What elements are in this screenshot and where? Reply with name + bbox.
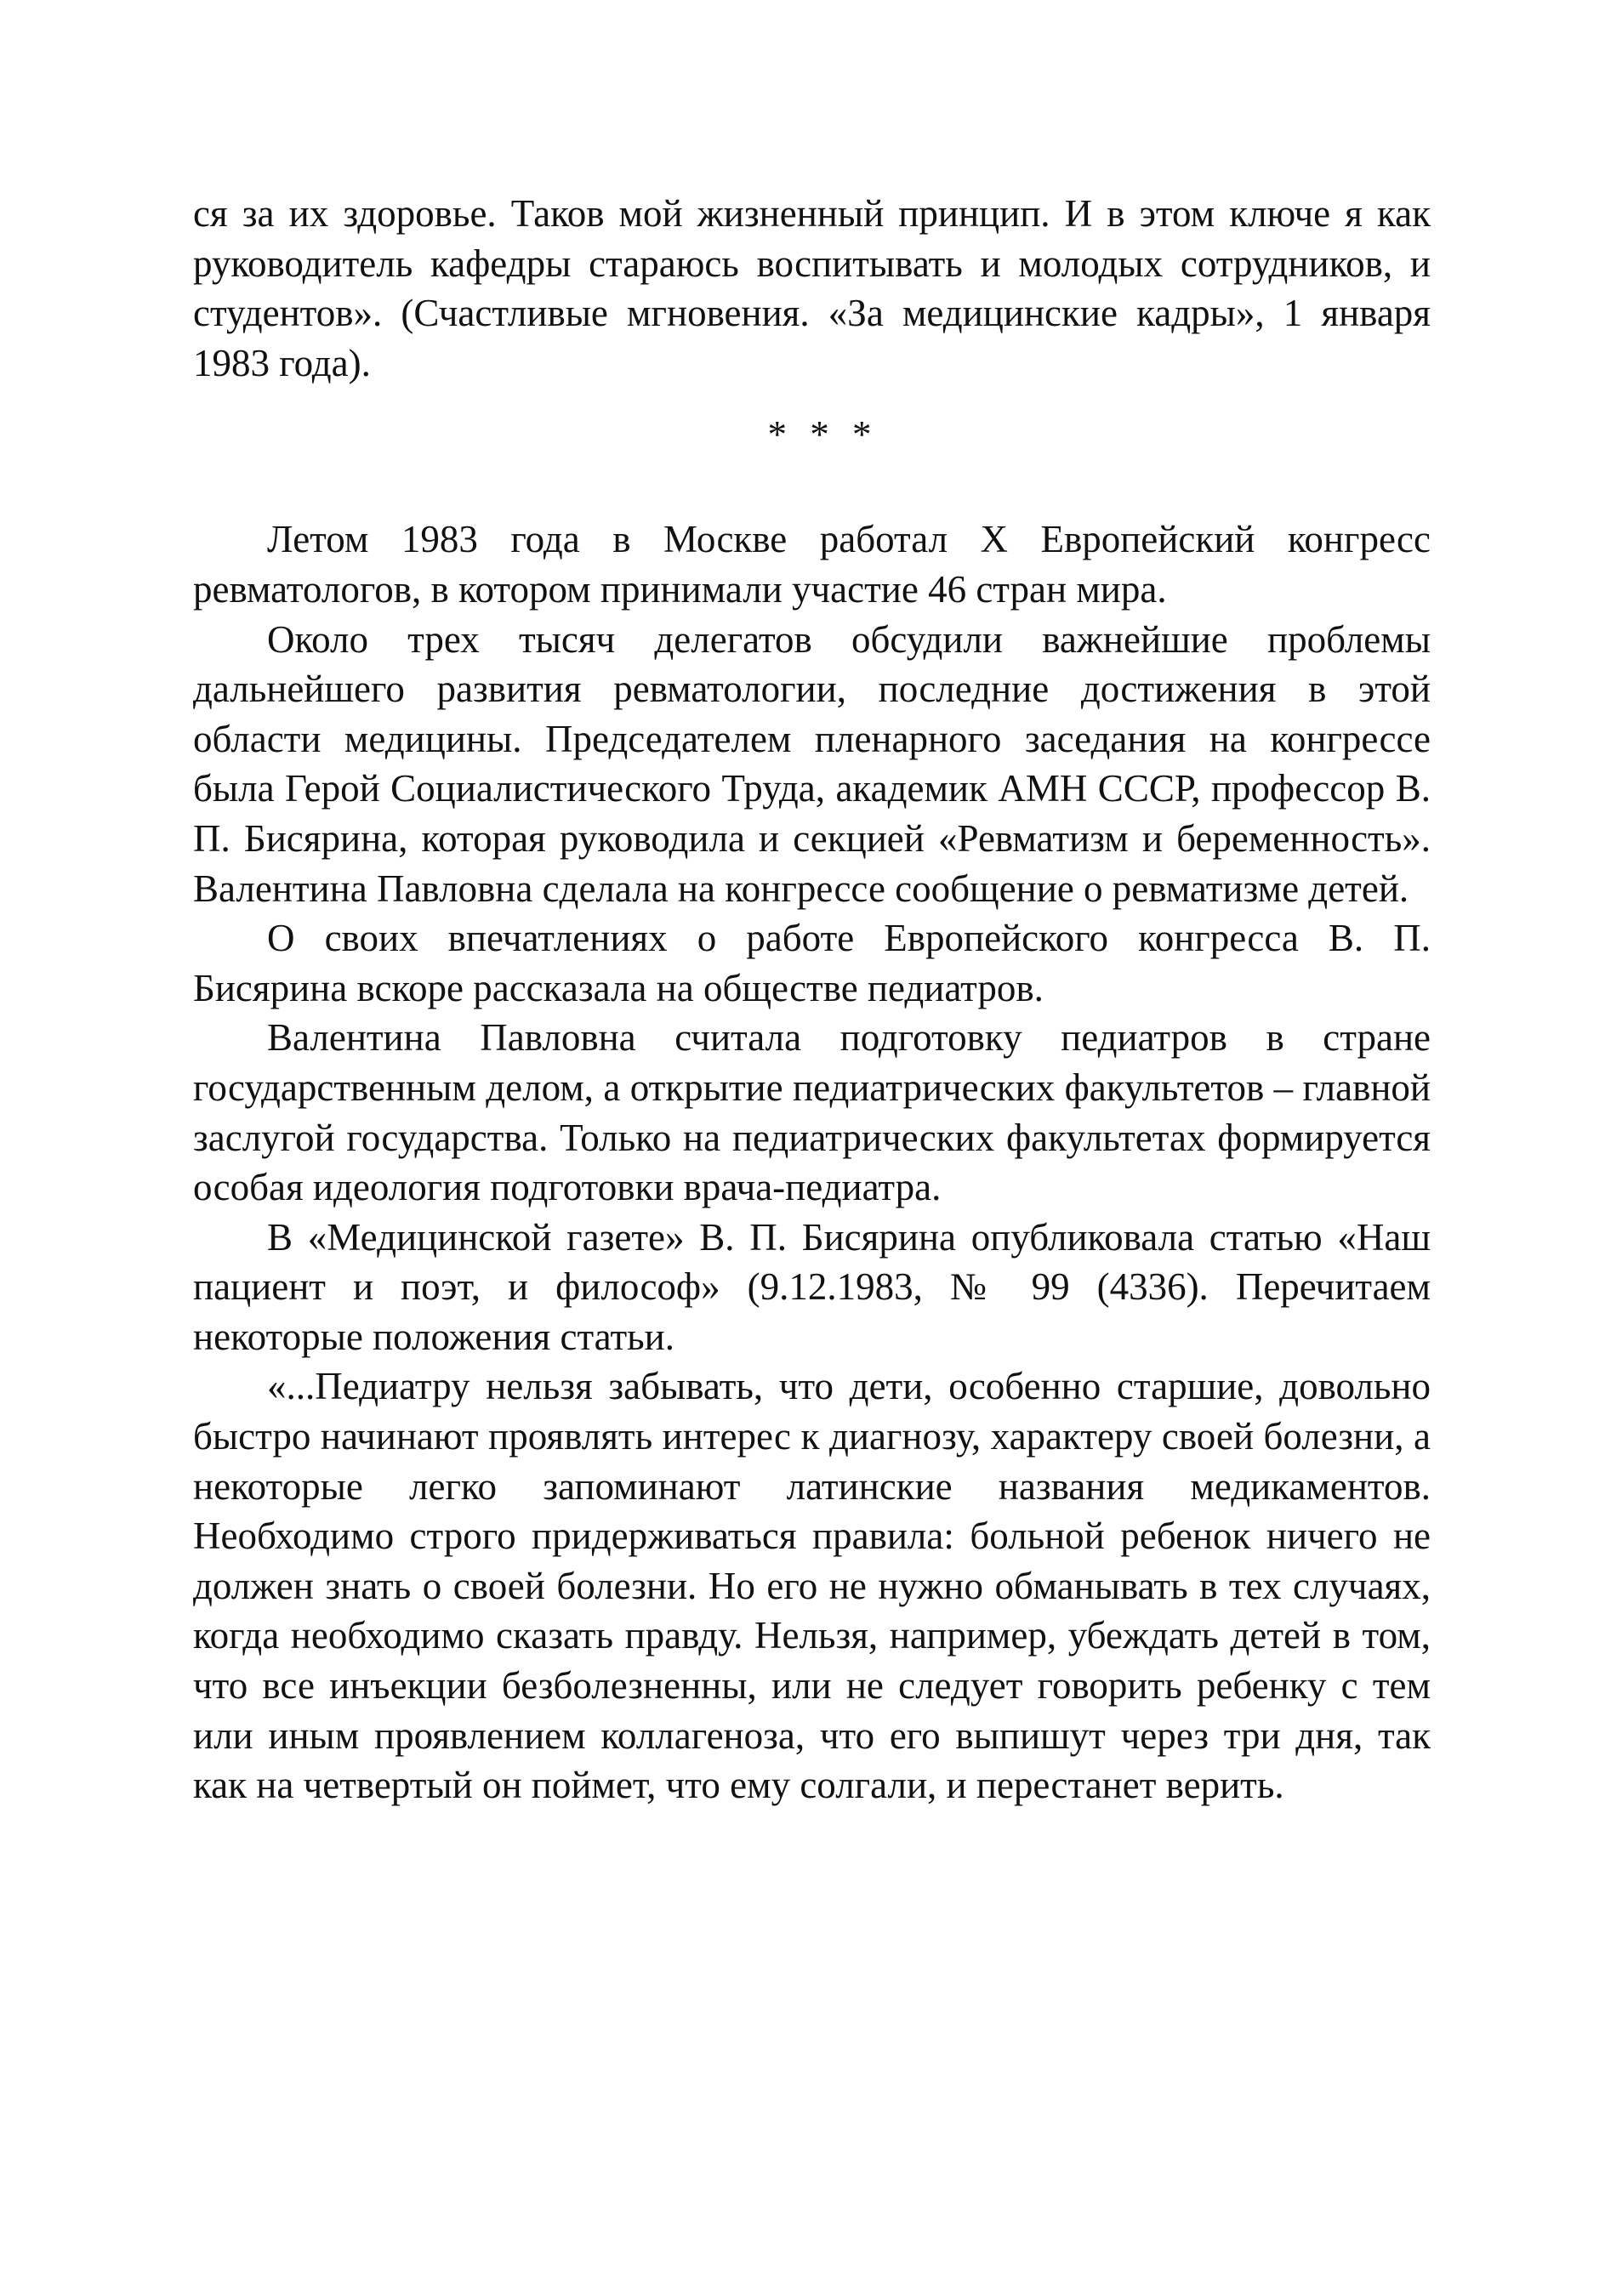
paragraph-4: Валентина Павловна считала подготовку педиатров в стране государственным делом, а открытие педиатрических факультетов – главной заслугой государства. Только на педиатрических факультетах формируется особая идеология подготовки врача-педиатра.	[193, 1016, 1431, 1209]
paragraph-6: «...Педиатру нельзя забывать, что дети, особенно старшие, довольно быстро начинают проявлять интерес к диагнозу, характеру своей болезни, а некоторые легко запоминают латинские названия медикаментов. Необходимо строго придерживаться правила: больной ребенок ничего не должен знать о своей болезни. Но его не нужно обманывать в тех случаях, когда необходимо сказать правду. Нельзя, например, убеждать детей в том, что все инъекции безболезненны, или не следует говорить ребенку с тем или иным проявлением коллагеноза, что его выпишут через три дня, так как на четвертый он поймет, что ему солгали, и перестанет верить.	[193, 1365, 1431, 1807]
section-separator: * * *	[767, 413, 879, 457]
body-text	[193, 189, 1431, 1810]
paragraph-5: В «Медицинской газете» В. П. Бисярина опубликовала статью «Наш пациент и поэт, и философ» (9.12.1983, № 99 (4336). Перечитаем некоторые положения статьи.	[193, 1215, 1431, 1358]
paragraph-2: Около трех тысяч делегатов обсудили важнейшие проблемы дальнейшего развития ревматологии, последние достижения в этой области медицины. Председателем пленарного заседания на конгрессе была Герой Социалистического Труда, академик АМН СССР, профессор В. П. Бисярина, которая руководила и секцией «Ревматизм и беременность». Валентина Павловна сделала на конгрессе сообщение о ревматизме детей.	[193, 617, 1431, 910]
paragraph-1: Летом 1983 года в Москве работал X Европейский конгресс ревматологов, в котором принимали участие 46 стран мира.	[193, 518, 1431, 611]
paragraph-continued: ся за их здоровье. Таков мой жизненный принцип. И в этом ключе я как руководитель кафедры стараюсь воспитывать и молодых сотрудников, и студентов». (Счастливые мгновения. «За медицинские кадры», 1 января 1983 года).	[193, 192, 1431, 384]
paragraph-3: О своих впечатлениях о работе Европейского конгресса В. П. Бисярина вскоре рассказала на обществе педиатров.	[193, 917, 1431, 1009]
